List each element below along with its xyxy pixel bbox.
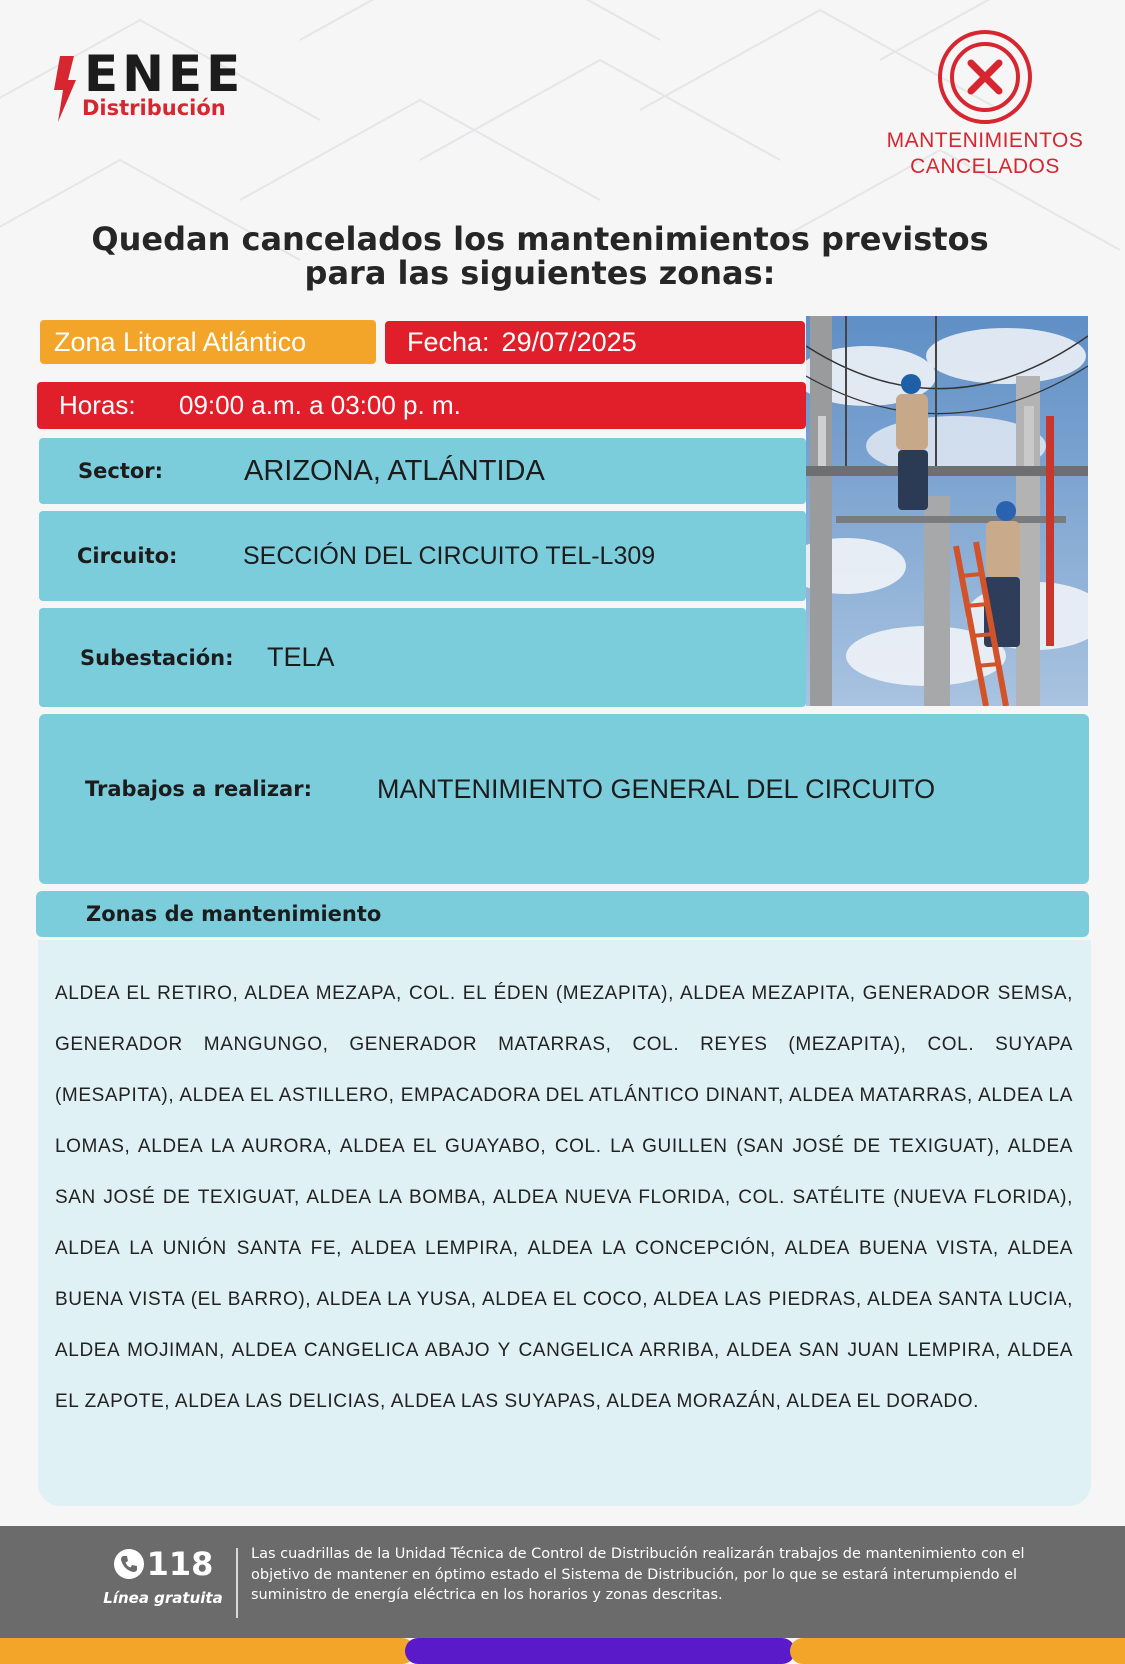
bottom-color-bars bbox=[0, 1638, 1125, 1664]
hours-label: Horas: bbox=[59, 390, 136, 420]
purple-bar bbox=[405, 1638, 795, 1664]
substation-value: TELA bbox=[267, 642, 335, 672]
hotline-number: 118 bbox=[146, 1545, 214, 1583]
x-circle-icon bbox=[936, 28, 1034, 126]
hotline-number-wrap bbox=[100, 1544, 226, 1584]
enee-logo bbox=[54, 45, 284, 124]
footer-divider bbox=[236, 1548, 238, 1618]
circuit-row bbox=[39, 511, 806, 601]
orange-bar-right bbox=[790, 1638, 1125, 1664]
works-value: MANTENIMIENTO GENERAL DEL CIRCUITO bbox=[377, 773, 936, 804]
badge-line-2: CANCELADOS bbox=[910, 155, 1060, 178]
works-label: Trabajos a realizar: bbox=[85, 777, 312, 801]
zone-badge bbox=[40, 320, 376, 364]
badge-line-1: MANTENIMIENTOS bbox=[886, 129, 1084, 152]
date-value: 29/07/2025 bbox=[501, 327, 637, 357]
orange-bar bbox=[0, 1638, 415, 1664]
hours-bar bbox=[37, 382, 806, 429]
logo-subtitle: Distribución bbox=[82, 96, 226, 120]
hours-value: 09:00 a.m. a 03:00 p. m. bbox=[179, 390, 461, 420]
date-bar bbox=[385, 321, 805, 364]
circuit-value: SECCIÓN DEL CIRCUITO TEL-L309 bbox=[243, 541, 656, 570]
hotline bbox=[100, 1544, 226, 1608]
date-label: Fecha: bbox=[407, 327, 490, 357]
zones-list bbox=[38, 940, 1091, 1506]
footer bbox=[0, 1526, 1125, 1638]
zones-text: ALDEA EL RETIRO, ALDEA MEZAPA, COL. EL ÉDEN (MEZAPITA), ALDEA MEZAPITA, GENERADOR SEMSA, GENERADOR MANGUNGO, GENERADOR MATARRAS, COL. REYES (MEZAPITA), COL. SUYAPA (MESAPITA), ALDEA EL ASTILLERO, EMPACADORA DEL ATLÁNTICO DINANT, ALDEA MATARRAS, ALDEA LA LOMAS, ALDEA LA AURORA, ALDEA EL GUAYABO, COL. LA GUILLEN (SAN JOSÉ DE TEXIGUAT), ALDEA SAN JOSÉ DE TEXIGUAT, ALDEA LA BOMBA, ALDEA NUEVA FLORIDA, COL. SATÉLITE (NUEVA FLORIDA), ALDEA LA UNIÓN SANTA FE, ALDEA LEMPIRA, ALDEA LA CONCEPCIÓN, ALDEA BUENA VISTA, ALDEA BUENA VISTA (EL BARRO), ALDEA LA YUSA, ALDEA EL COCO, ALDEA LAS PIEDRAS, ALDEA SANTA LUCIA, ALDEA MOJIMAN, ALDEA CANGELICA ABAJO Y CANGELICA ARRIBA, ALDEA SAN JUAN LEMPIRA, ALDEA EL ZAPOTE, ALDEA LAS DELICIAS, ALDEA LAS SUYAPAS, ALDEA MORAZÁN, ALDEA EL DORADO. bbox=[55, 983, 1073, 1412]
sector-value: ARIZONA, ATLÁNTIDA bbox=[244, 454, 545, 487]
substation-row bbox=[39, 608, 806, 707]
sector-row bbox=[39, 438, 806, 504]
lightning-bolt-icon bbox=[54, 56, 76, 122]
footer-note: Las cuadrillas de la Unidad Técnica de Control de Distribución realizarán trabajos de mantenimiento con el objetivo de mantener en óptimo estado el Sistema de Distribución, por lo que se estará interumpiendo el suministro de energía eléctrica en los horarios y zonas descritas. bbox=[251, 1546, 1025, 1603]
headline-line-2: para las siguientes zonas: bbox=[304, 254, 776, 292]
zone-label: Zona Litoral Atlántico bbox=[54, 326, 307, 357]
logo-brand: ENEE bbox=[84, 45, 245, 103]
zones-title: Zonas de mantenimiento bbox=[86, 902, 382, 926]
headline-line-1: Quedan cancelados los mantenimientos previstos bbox=[91, 220, 989, 258]
zones-header bbox=[36, 891, 1089, 937]
linemen-photo bbox=[806, 316, 1088, 706]
circuit-label: Circuito: bbox=[77, 544, 178, 568]
hotline-label: Línea gratuita bbox=[103, 1589, 223, 1607]
phone-icon bbox=[113, 1548, 145, 1580]
page-headline bbox=[40, 222, 1040, 290]
works-row bbox=[39, 714, 1089, 884]
substation-label: Subestación: bbox=[80, 645, 234, 670]
cancelled-badge bbox=[870, 28, 1100, 188]
sector-label: Sector: bbox=[78, 459, 164, 483]
